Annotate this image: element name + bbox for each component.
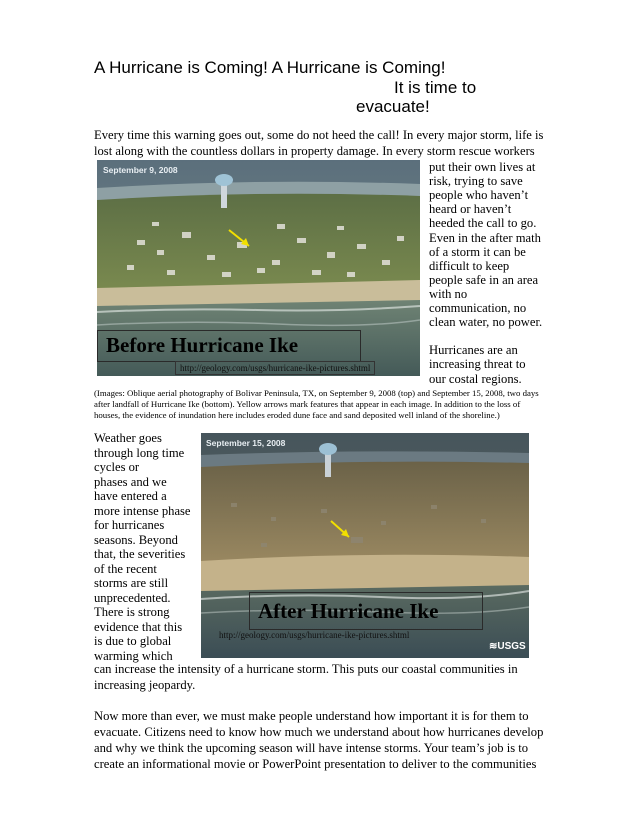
right-column-line: put their own lives at: [429, 160, 536, 174]
right-column-line: heeded the call to go.: [429, 216, 537, 231]
after-hurricane-title: After Hurricane Ike: [249, 592, 483, 630]
page-title-line-3: evacuate!: [356, 97, 430, 116]
left-column-line: through long time: [94, 445, 185, 460]
left-column-line: Weather goes: [94, 431, 162, 445]
closing-line-1: Now more than ever, we must make people understand how important it is for them to: [94, 709, 529, 723]
right-column-line: our costal regions.: [429, 371, 522, 386]
right-column-line: of a storm it can be: [429, 244, 526, 259]
left-column-line: There is strong: [94, 605, 170, 619]
left-column-line: phases and we: [94, 474, 167, 489]
left-column-line: cycles or: [94, 460, 140, 474]
right-column-line: clean water, no power.: [429, 315, 543, 330]
intro-line-2: lost along with the countless dollars in property damage. In every storm rescue workers: [94, 144, 535, 158]
continuation-line-1: can increase the intensity of a hurricane storm. This puts our coastal communities in: [94, 662, 518, 676]
left-column-line: that, the severities: [94, 547, 186, 561]
photo-before-source-url[interactable]: http://geology.com/usgs/hurricane-ike-pictures.shtml: [175, 361, 375, 375]
right-column-line: with no: [429, 286, 468, 301]
left-column-line: for hurricanes: [94, 518, 165, 532]
closing-line-2: evacuate. Citizens need to know how much we understand about how hurricanes develop: [94, 725, 544, 739]
left-column-line: is due to global: [94, 634, 172, 648]
photo-after-source-url[interactable]: http://geology.com/usgs/hurricane-ike-pictures.shtml: [219, 630, 410, 640]
page-title-line-2: It is time to: [394, 78, 477, 97]
right-column-line: Hurricanes are an: [429, 343, 518, 358]
image-caption: (Images: Oblique aerial photography of Bolivar Peninsula, TX, on September 9, 2008 (top) and September 15, 2008, two days after landfall of Hurricane Ike (bottom). Yellow arrows mark features that appear in each image. In addition to the loss of houses, the evidence of inundation here includes eroded dune face and sand deposited well inland of the shoreline.): [94, 388, 539, 420]
left-column-line: unprecedented.: [94, 590, 171, 605]
photo-after-date: September 15, 2008: [206, 438, 286, 448]
closing-line-3: and why we think the upcoming season will have intense storms. Your team’s job is to: [94, 741, 529, 755]
right-column-line: communication, no: [429, 301, 527, 315]
left-column-line: evidence that this: [94, 619, 183, 634]
closing-line-4: create an informational movie or PowerPoint presentation to deliver to the communities: [94, 757, 537, 771]
page-title-line-1: A Hurricane is Coming! A Hurricane is Coming!: [94, 58, 446, 77]
left-column-line: have entered a: [94, 489, 167, 503]
left-column-line: warming which: [94, 648, 173, 663]
right-column-line: people safe in an area: [429, 272, 539, 287]
right-column-line: Even in the after math: [429, 230, 541, 245]
right-column-line: people who haven’t: [429, 188, 529, 203]
before-hurricane-title: Before Hurricane Ike: [97, 330, 361, 362]
left-column-line: of the recent: [94, 561, 157, 576]
right-column-line: risk, trying to save: [429, 174, 523, 189]
left-column-line: seasons. Beyond: [94, 532, 178, 547]
photo-before-date: September 9, 2008: [103, 165, 178, 175]
right-column-line: increasing threat to: [429, 357, 526, 372]
usgs-logo: ≋USGS: [489, 641, 526, 652]
intro-line-1: Every time this warning goes out, some do not heed the call! In every major storm, life is: [94, 128, 544, 142]
right-column-line: difficult to keep: [429, 258, 510, 273]
left-column-line: storms are still: [94, 576, 169, 590]
continuation-line-2: increasing jeopardy.: [94, 678, 196, 692]
right-column-line: heard or haven’t: [429, 202, 512, 217]
left-column-line: more intense phase: [94, 503, 191, 518]
